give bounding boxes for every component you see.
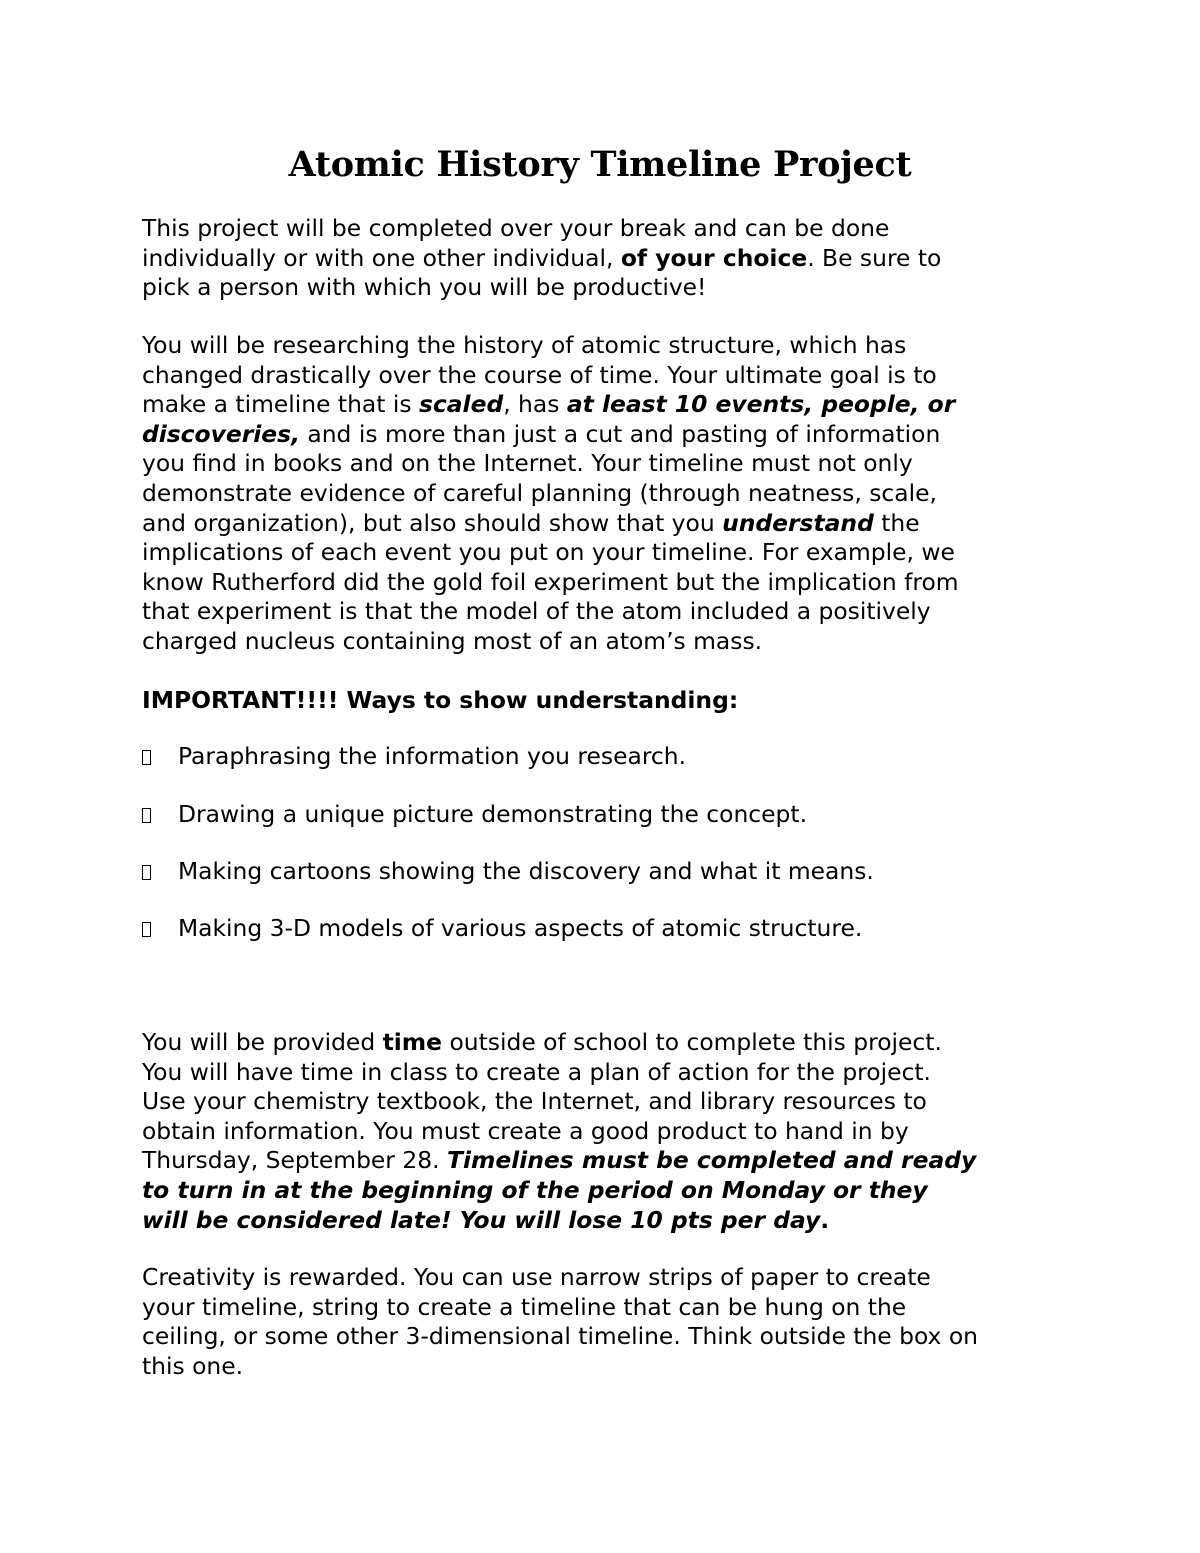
research-paragraph [142, 331, 1062, 657]
bullet-text: Paraphrasing the information you research. [178, 742, 687, 770]
schedule-text: You will be provided [142, 1028, 383, 1056]
bullet-text: Drawing a unique picture demonstrating the concept. [178, 800, 808, 828]
research-line-10: that experiment is that the model of the atom included a positively [142, 597, 931, 626]
schedule-text: Thursday, September 28. [142, 1146, 447, 1175]
important-heading: IMPORTANT!!!! Ways to show understanding: [142, 686, 739, 714]
intro-paragraph [142, 214, 1062, 303]
creativity-line-3: ceiling, or some other 3-dimensional timeline. Think outside the box on [142, 1322, 978, 1351]
intro-line-2 [142, 244, 1062, 274]
emphasis-at-least-10: at least 10 events, people, or [566, 390, 956, 419]
research-text: and organization), but also should show that you [142, 508, 723, 537]
research-line-4 [142, 420, 1062, 450]
emphasis-scaled: scaled [418, 390, 504, 419]
research-text: the [873, 508, 920, 537]
emphasis-of-your-choice: of your choice [620, 243, 808, 272]
research-text: make a timeline that is [142, 390, 419, 419]
research-line-2: changed drastically over the course of time. Your ultimate goal is to [142, 360, 937, 389]
schedule-line-7 [142, 1206, 1062, 1236]
document-title: Atomic History Timeline Project [288, 144, 912, 185]
bullet-box-icon [142, 922, 151, 937]
research-text: and is more than just a cut and pasting of information [299, 419, 941, 448]
intro-line-3: pick a person with which you will be productive! [142, 273, 707, 302]
creativity-paragraph [142, 1263, 1062, 1381]
creativity-line-2: your timeline, string to create a timeline that can be hung on the [142, 1292, 907, 1321]
schedule-line-1 [142, 1028, 1062, 1058]
bullet-text: Making 3-D models of various aspects of atomic structure. [178, 914, 863, 942]
research-line-9: know Rutherford did the gold foil experiment but the implication from [142, 567, 959, 596]
bullet-text: Making cartoons showing the discovery and what it means. [178, 857, 874, 885]
research-line-5: you find in books and on the Internet. Your timeline must not only [142, 449, 913, 478]
bullet-box-icon [142, 808, 151, 823]
research-line-8: implications of each event you put on your timeline. For example, we [142, 538, 955, 567]
schedule-line-6: to turn in at the beginning of the period on Monday or they [142, 1175, 928, 1204]
bullet-box-icon [142, 865, 151, 880]
research-line-6: demonstrate evidence of careful planning (through neatness, scale, [142, 478, 937, 507]
schedule-line-3: Use your chemistry textbook, the Internet, and library resources to [142, 1087, 927, 1116]
emphasis-time: time [382, 1028, 443, 1056]
research-line-7 [142, 509, 1062, 539]
schedule-text: outside of school to complete this project. [442, 1028, 942, 1056]
schedule-paragraph [142, 1028, 1062, 1235]
intro-text: . Be sure to [807, 243, 942, 272]
research-text: , has [503, 390, 567, 419]
schedule-line-4: obtain information. You must create a good product to hand in by [142, 1116, 909, 1145]
intro-text: individually or with one other individual, [142, 243, 621, 272]
emphasis-understand: understand [722, 508, 874, 537]
intro-line-1: This project will be completed over your break and can be done [142, 214, 890, 242]
research-line-3 [142, 390, 1062, 420]
creativity-line-1: Creativity is rewarded. You can use narrow strips of paper to create [142, 1263, 931, 1291]
emphasis-late-penalty: will be considered late! You will lose 10 pts per day [142, 1205, 821, 1234]
emphasis-discoveries: discoveries, [142, 419, 300, 448]
research-line-11: charged nucleus containing most of an atom’s mass. [142, 626, 763, 655]
creativity-line-4: this one. [142, 1351, 244, 1380]
bullet-box-icon [142, 750, 151, 765]
schedule-line-2: You will have time in class to create a plan of action for the project. [142, 1057, 931, 1086]
schedule-line-5 [142, 1146, 1062, 1176]
emphasis-deadline: Timelines must be completed and ready [447, 1146, 977, 1175]
schedule-period: . [820, 1205, 830, 1234]
research-line-1: You will be researching the history of atomic structure, which has [142, 331, 907, 359]
